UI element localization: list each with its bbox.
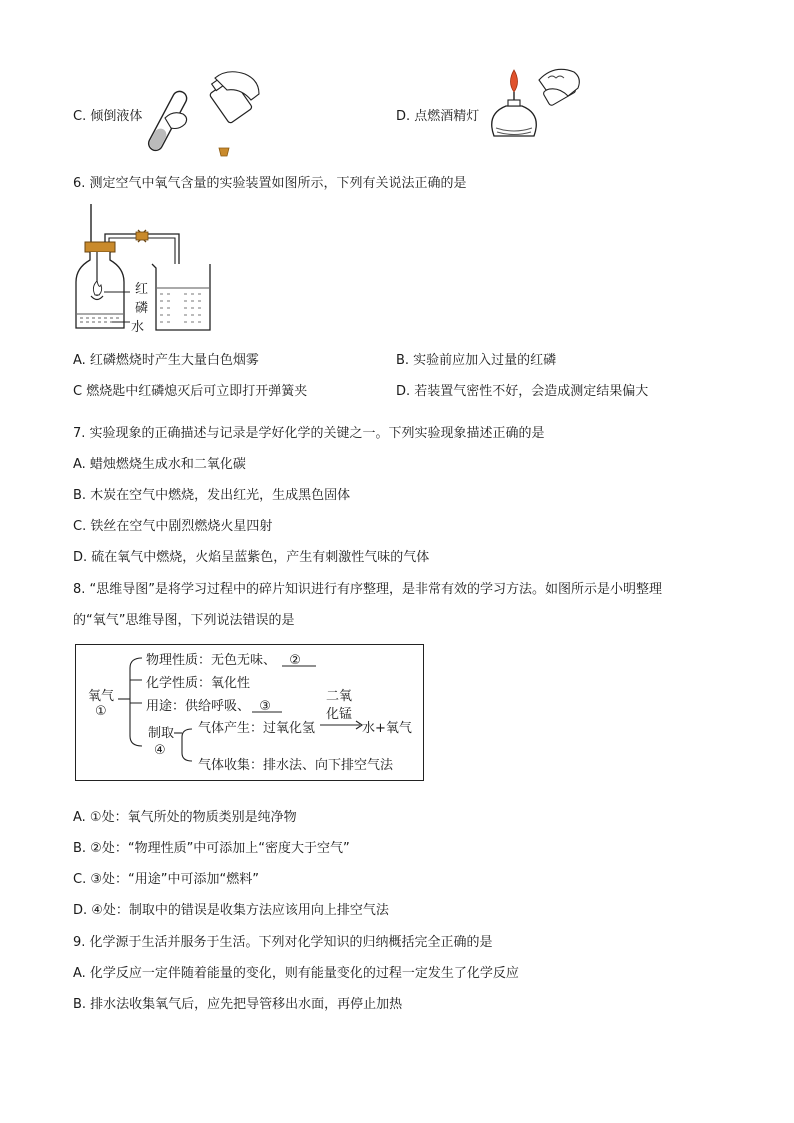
- mindmap-root: 氧气: [88, 689, 115, 704]
- mindmap-prep: 制取: [148, 726, 175, 741]
- q9-option-a: A. 化学反应一定伴随着能量的变化，则有能量变化的过程一定发生了化学反应: [73, 966, 519, 981]
- q7-option-c: C. 铁丝在空气中剧烈燃烧火星四射: [73, 519, 273, 534]
- q5-option-c: C. 倾倒液体: [73, 109, 143, 124]
- q5-option-d: D. 点燃酒精灯: [396, 109, 480, 124]
- mindmap-physical: 物理性质：无色无味、 ②: [146, 649, 314, 668]
- mindmap-catalyst-2: 化锰: [326, 707, 353, 722]
- q8-stem-line-2: 的“氧气”思维导图，下列说法错误的是: [73, 613, 295, 628]
- q7-option-d: D. 硫在氧气中燃烧，火焰呈蓝紫色，产生有刺激性气味的气体: [73, 550, 430, 565]
- q9-stem: 9. 化学源于生活并服务于生活。下列对化学知识的归纳概括完全正确的是: [73, 935, 493, 950]
- label-phosphorus: 磷: [135, 301, 149, 316]
- q7-option-a: A. 蜡烛燃烧生成水和二氧化碳: [73, 457, 246, 472]
- q8-option-b: B. ②处：“物理性质”中可添加上“密度大于空气”: [73, 841, 350, 856]
- mindmap-blank-2: ②: [289, 653, 301, 668]
- mindmap-blank-3: ③: [259, 699, 271, 714]
- q8-option-c: C. ③处：“用途”中可添加“燃料”: [73, 872, 259, 887]
- q6-option-a: A. 红磷燃烧时产生大量白色烟雾: [73, 353, 259, 368]
- q8-option-d: D. ④处：制取中的错误是收集方法应该用向上排空气法: [73, 903, 389, 918]
- q6-option-d: D. 若装置气密性不好，会造成测定结果偏大: [396, 384, 649, 399]
- q6-option-c: C 燃烧匙中红磷熄灭后可立即打开弹簧夹: [73, 384, 308, 399]
- mindmap-prep-mark: ④: [154, 743, 166, 758]
- q6-stem: 6. 测定空气中氧气含量的实验装置如图所示，下列有关说法正确的是: [73, 176, 467, 191]
- q7-stem: 7. 实验现象的正确描述与记录是学好化学的关键之一。下列实验现象描述正确的是: [73, 426, 545, 441]
- oxygen-measurement-apparatus: [72, 202, 232, 334]
- oxygen-mindmap: [75, 644, 424, 781]
- q9-option-b: B. 排水法收集氧气后，应先把导管移出水面，再停止加热: [73, 997, 403, 1012]
- label-water: 水: [131, 320, 145, 335]
- lighting-alcohol-lamp-illustration: [484, 66, 584, 156]
- mindmap-collection: 气体收集：排水法、向下排空气法: [198, 758, 394, 773]
- pouring-liquid-illustration: [145, 68, 265, 163]
- q7-option-b: B. 木炭在空气中燃烧，发出红光，生成黑色固体: [73, 488, 351, 503]
- mindmap-usage: 用途：供给呼吸、 ③: [146, 695, 280, 714]
- mindmap-gas-source: 气体产生：过氧化氢: [198, 721, 316, 736]
- mindmap-chemical: 化学性质：氧化性: [146, 676, 251, 691]
- q6-option-b: B. 实验前应加入过量的红磷: [396, 353, 557, 368]
- label-red: 红: [135, 282, 149, 297]
- mindmap-products: 水+氧气: [362, 721, 412, 736]
- mindmap-root-mark: ①: [95, 704, 107, 719]
- q8-stem-line-1: 8. “思维导图”是将学习过程中的碎片知识进行有序整理，是非常有效的学习方法。如图所示是小明整理: [73, 582, 663, 597]
- q8-option-a: A. ①处：氧气所处的物质类别是纯净物: [73, 810, 297, 825]
- mindmap-catalyst-1: 二氧: [326, 689, 353, 704]
